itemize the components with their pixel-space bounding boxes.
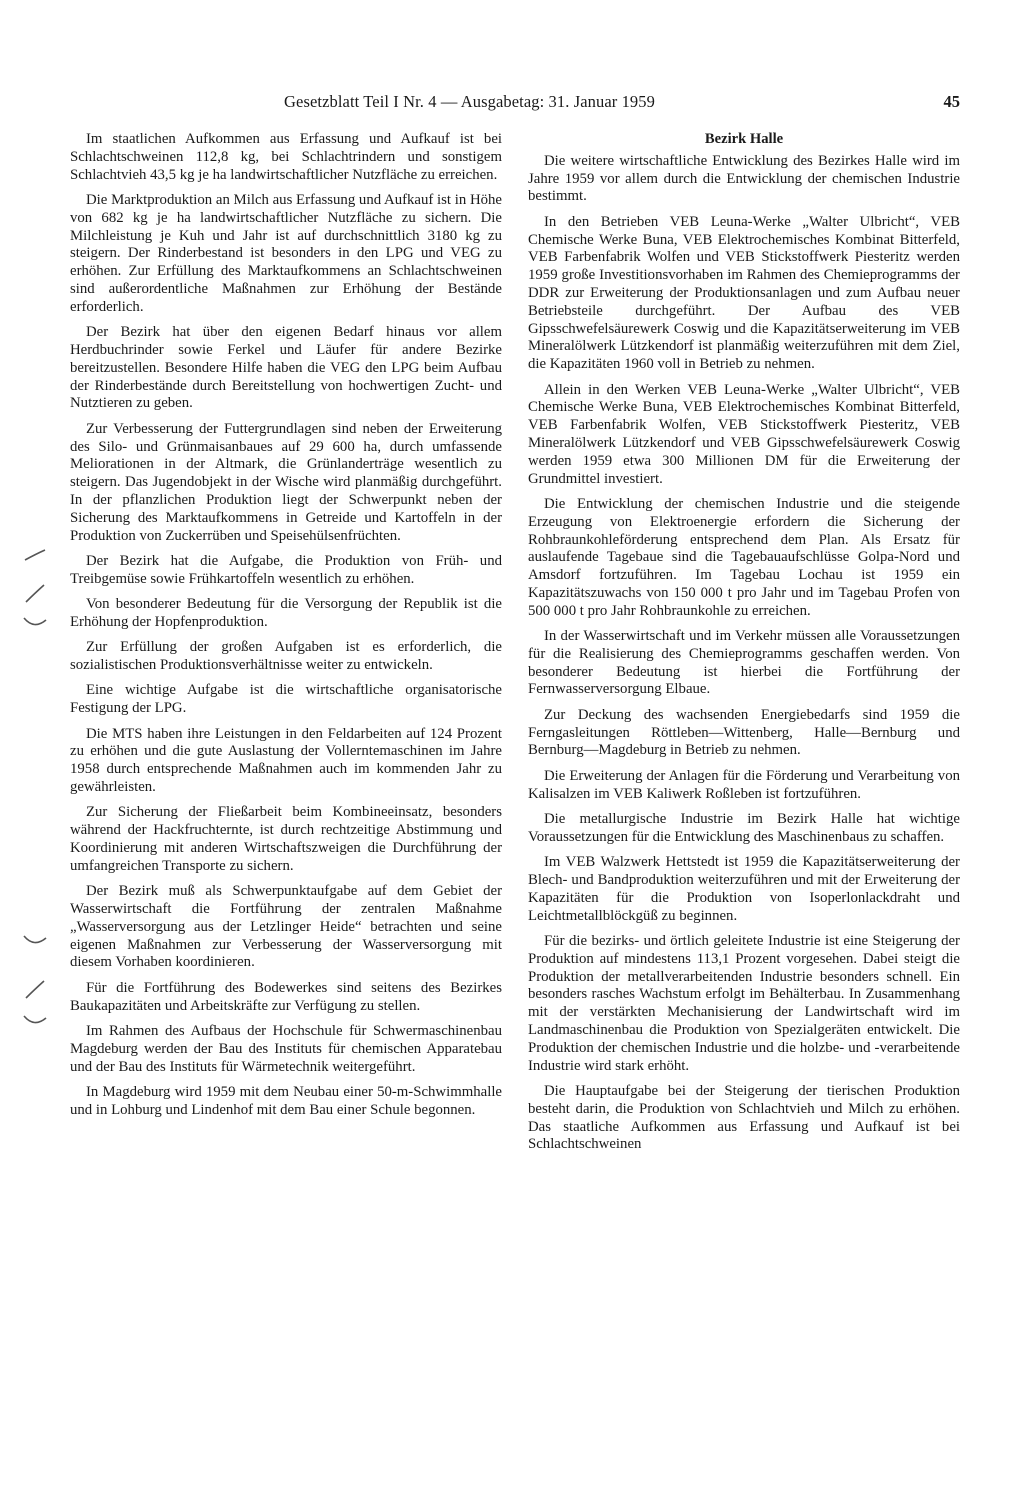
pencil-margin-mark	[22, 930, 48, 954]
paragraph: Der Bezirk muß als Schwerpunktaufgabe auf dem Gebiet der Wasserwirtschaft die Fortführung der zentralen Maßnahme „Wasserversorgung aus der Letzlinger Heide“ betrachten und seine eigenen Maßnahmen zur Verbesserung der Wasserversorgung mit diesem Vorhaben koordinieren.	[70, 883, 502, 971]
paragraph: Im VEB Walzwerk Hettstedt ist 1959 die Kapazitätserweiterung der Blech- und Bandproduktion weiterzuführen und mit der Erweiterung der Kapazitäten für die Produktion von Isoperlonlackdraht und Leichtmetallblöckgüß zu beginnen.	[528, 854, 960, 924]
paragraph: Für die bezirks- und örtlich geleitete Industrie ist eine Steigerung der Produktion auf mindestens 113,1 Prozent vorgesehen. Dabei steigt die Produktion der metallverarbeitenden Industrie besonders schnell. Ein besonders rasches Wachstum erfolgt im Behälterbau. In Zusammenhang mit der verstärkten Mechanisierung der Landwirtschaft wird im Landmaschinenbau die Produktion von Spezialgeräten entwickelt. Die Produktion der chemischen Industrie und die holzbe- und -verarbeitende Industrie wird stark erhöht.	[528, 933, 960, 1074]
paragraph: Die Hauptaufgabe bei der Steigerung der tierischen Produktion besteht darin, die Produktion von Schlachtvieh und Milch zu erhöhen. Das staatliche Aufkommen aus Erfassung und Aufkauf ist bei Schlachtschweinen	[528, 1082, 960, 1153]
paragraph: Von besonderer Bedeutung für die Versorgung der Republik ist die Erhöhung der Hopfenproduktion.	[70, 596, 502, 630]
pencil-margin-mark	[22, 1010, 48, 1034]
page-header	[60, 92, 960, 112]
paragraph: Der Bezirk hat über den eigenen Bedarf hinaus vor allem Herdbuchrinder sowie Ferkel und Läufer für andere Bezirke bereitzustellen. Besondere Hilfe haben die VEG den LPG beim Aufbau der Rinderbestände durch Bereitstellung von hochwertigen Zucht- und Nutztieren zu geben.	[70, 324, 502, 412]
paragraph: Zur Sicherung der Fließarbeit beim Kombineeinsatz, besonders während der Hackfruchternte, ist durch rechtzeitige Abstimmung und Koordinierung mit anderen Wirtschaftszweigen die Durchführung der umfangreichen Transporte zu sichern.	[70, 804, 502, 874]
pencil-margin-mark	[22, 612, 48, 636]
paragraph: Die Marktproduktion an Milch aus Erfassung und Aufkauf ist in Höhe von 682 kg je ha landwirtschaftlicher Nutzfläche zu sichern. Die Milchleistung je Kuh und Jahr ist auf durchschnittlich 3180 kg zu steigern. Der Rinderbestand ist besonders in den LPG und VEG zu erhöhen. Zur Erfüllung des Marktaufkommens an Schlachtschweinen sind außerordentliche Maßnahmen zur Erhöhung der Bestände erforderlich.	[70, 191, 502, 315]
paragraph: Zur Deckung des wachsenden Energiebedarfs sind 1959 die Ferngasleitungen Röttleben—Wittenberg, Halle—Bernburg und Bernburg—Magdeburg in Betrieb zu nehmen.	[528, 706, 960, 759]
paragraph: Zur Verbesserung der Futtergrundlagen sind neben der Erweiterung des Silo- und Grünmaisanbaues auf 29 600 ha, durch umfassende Meliorationen in der Altmark, die Grünlanderträge wesentlich zu steigern. Das Jugendobjekt in der Wische wird planmäßig durchgeführt. In der pflanzlichen Produktion liegt der Schwerpunkt neben der Sicherung des Marktaufkommens in Getreide und Kartoffeln in der Produktion von Zuckerrüben und Speisehülsenfrüchten.	[70, 420, 502, 544]
paragraph: Der Bezirk hat die Aufgabe, die Produktion von Früh- und Treibgemüse sowie Frühkartoffeln wesentlich zu erhöhen.	[70, 552, 502, 587]
paragraph: In Magdeburg wird 1959 mit dem Neubau einer 50-m-Schwimmhalle und in Lohburg und Lindenhof mit dem Bau einer Schule begonnen.	[70, 1083, 502, 1118]
paragraph: In den Betrieben VEB Leuna-Werke „Walter Ulbricht“, VEB Chemische Werke Buna, VEB Elektrochemisches Kombinat Bitterfeld, VEB Farbenfabrik Wolfen und VEB Stickstoffwerk Piesteritz werden 1959 große Investitionsvorhaben im Rahmen des Chemieprogramms der DDR zur Erweiterung der Produktionsanlagen und zum Aufbau neuer Betriebsteile durchgeführt. Der Aufbau des VEB Gipsschwefelsäurewerk Coswig und die Kapazitätserweiterung im VEB Mineralölwerk Lützkendorf ist planmäßig weiterzuführen mit dem Ziel, die Kapazitäten 1960 voll in Betrieb zu nehmen.	[528, 213, 960, 373]
page-number: 45	[943, 92, 960, 111]
paragraph: Die Erweiterung der Anlagen für die Förderung und Verarbeitung von Kalisalzen im VEB Kaliwerk Roßleben ist fortzuführen.	[528, 767, 960, 802]
left-column	[70, 131, 502, 1127]
paragraph: Die weitere wirtschaftliche Entwicklung des Bezirkes Halle wird im Jahre 1959 vor allem durch die Entwicklung der chemischen Industrie bestimmt.	[528, 152, 960, 205]
paragraph: Allein in den Werken VEB Leuna-Werke „Walter Ulbricht“, VEB Chemische Werke Buna, VEB Elektrochemisches Kombinat Bitterfeld, VEB Farbenfabrik Wolfen, VEB Stickstoffwerk Piesteritz, VEB Mineralölwerk Lützkendorf und VEB Gipsschwefelsäurewerk Coswig werden 1959 etwa 300 Millionen DM für die Erweiterung der Grundmittel investiert.	[528, 381, 960, 487]
paragraph: Die Entwicklung der chemischen Industrie und die steigende Erzeugung von Elektroenergie erfordern die Sicherung der Rohbraunkohleförderung entsprechend dem Plan. Als Ersatz für auslaufende Tagebaue sind die Tagebauaufschlüsse Golpa-Nord und Amsdorf fortzuführen. Im Tagebau Lochau ist 1959 ein Kapazitätszuwachs von 150 000 t pro Jahr und im Tagebau Profen von 500 000 t pro Jahr Rohbraunkohle zu erreichen.	[528, 495, 960, 619]
pencil-margin-mark	[22, 978, 48, 1002]
header-title: Gesetzblatt Teil I Nr. 4 — Ausgabetag: 31. Januar 1959	[284, 92, 655, 111]
pencil-margin-mark	[22, 582, 48, 606]
pencil-margin-mark	[22, 548, 48, 572]
paragraph: Im Rahmen des Aufbaus der Hochschule für Schwermaschinenbau Magdeburg werden der Bau des Instituts für chemischen Apparatebau und der Bau des Instituts für Wärmetechnik weitergeführt.	[70, 1022, 502, 1075]
paragraph: Zur Erfüllung der großen Aufgaben ist es erforderlich, die sozialistischen Produktionsverhältnisse weiter zu entwickeln.	[70, 639, 502, 674]
paragraph: Eine wichtige Aufgabe ist die wirtschaftliche organisatorische Festigung der LPG.	[70, 682, 502, 717]
paragraph: In der Wasserwirtschaft und im Verkehr müssen alle Voraussetzungen für die Realisierung des Chemieprogramms geschaffen werden. Von besonderer Bedeutung ist hierbei die Fortführung der Fernwasserversorgung Elbaue.	[528, 628, 960, 698]
paragraph: Im staatlichen Aufkommen aus Erfassung und Aufkauf ist bei Schlachtschweinen 112,8 kg, bei Schlachtrindern und sonstigem Schlachtvieh 43,5 kg je ha landwirtschaftlicher Nutzfläche zu erreichen.	[70, 131, 502, 183]
section-heading: Bezirk Halle	[704, 131, 784, 147]
right-column	[528, 131, 960, 1162]
paragraph: Die MTS haben ihre Leistungen in den Feldarbeiten auf 124 Prozent zu erhöhen und die gute Auslastung der Vollerntemaschinen im Jahre 1958 durch entsprechende Maßnahmen auch im kommenden Jahr zu gewährleisten.	[70, 725, 502, 796]
paragraph: Für die Fortführung des Bodewerkes sind seitens des Bezirkes Baukapazitäten und Arbeitskräfte zur Verfügung zu stellen.	[70, 979, 502, 1014]
paragraph: Die metallurgische Industrie im Bezirk Halle hat wichtige Voraussetzungen für die Entwicklung des Maschinenbaus zu schaffen.	[528, 811, 960, 845]
